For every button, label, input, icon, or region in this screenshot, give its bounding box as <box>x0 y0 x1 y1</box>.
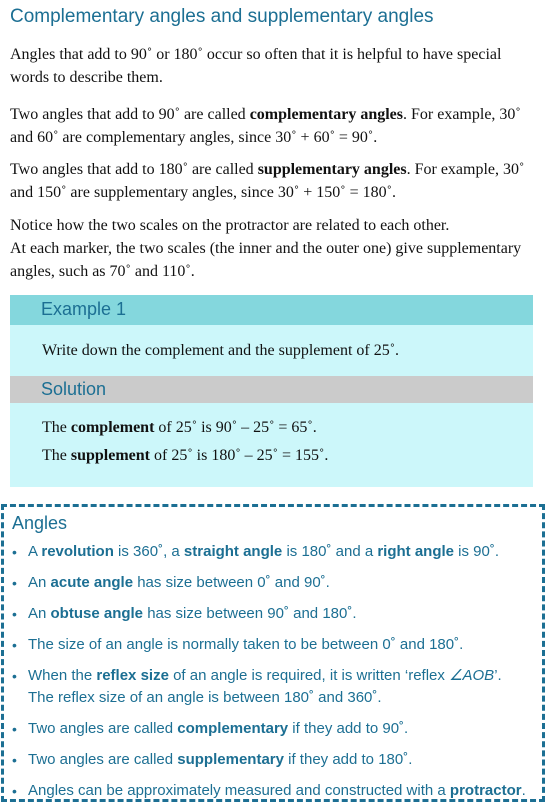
summary-title: Angles <box>12 513 68 533</box>
example-title: Example 1 <box>41 299 127 319</box>
section-heading: Complementary angles and supplementary angles <box>10 6 434 27</box>
intro-paragraph: Angles that add to 90˚ or 180˚ occur so often that it is helpful to have special words to describe them. <box>10 46 502 86</box>
bullet-icon: • <box>12 575 17 591</box>
summary-item-text: When the reflex size of an angle is required, it is written ‘reflex ∠AOB’. The reflex size of an angle is between 180˚ and 360˚. <box>28 667 502 706</box>
summary-item <box>4 718 539 740</box>
example-question: Write down the complement and the supplement of 25˚. <box>42 342 400 359</box>
summary-item <box>4 780 539 802</box>
summary-list <box>4 541 539 811</box>
solution-line-complement: The complement of 25˚ is 90˚ – 25˚ = 65˚. <box>42 419 317 436</box>
solution-title: Solution <box>41 379 107 399</box>
summary-item <box>4 749 539 771</box>
complementary-paragraph: Two angles that add to 90˚ are called complementary angles. For example, 30˚ and 60˚ are complementary angles, since 30˚ + 60˚ = 90˚. <box>10 106 521 146</box>
supplementary-paragraph: Two angles that add to 180˚ are called supplementary angles. For example, 30˚ and 150˚ are supplementary angles, since 30˚ + 150˚ = 180˚. <box>10 161 525 201</box>
bullet-icon: • <box>12 721 17 737</box>
bullet-icon: • <box>12 637 17 653</box>
protractor-paragraph: Notice how the two scales on the protractor are related to each other. At each marker, the two scales (the inner and the outer one) give supplementary angles, such as 70˚ and 110˚. <box>10 217 522 280</box>
summary-item-text: An obtuse angle has size between 90˚ and 180˚. <box>28 605 357 622</box>
solution-line-supplement: The supplement of 25˚ is 180˚ – 25˚ = 155˚. <box>42 447 329 464</box>
bullet-icon: • <box>12 668 17 684</box>
bullet-icon: • <box>12 544 17 560</box>
bullet-icon: • <box>12 783 17 799</box>
summary-item-text: Two angles are called complementary if they add to 90˚. <box>28 720 409 737</box>
summary-item <box>4 634 539 656</box>
summary-item <box>4 541 539 563</box>
summary-item <box>4 572 539 594</box>
summary-item-text: The size of an angle is normally taken to be between 0˚ and 180˚. <box>28 636 464 653</box>
summary-item <box>4 665 539 709</box>
example-box <box>10 295 533 487</box>
summary-item <box>4 603 539 625</box>
summary-item-text: Angles can be approximately measured and constructed with a protractor. <box>28 782 526 799</box>
summary-item-text: An acute angle has size between 0˚ and 90˚. <box>28 574 330 591</box>
bullet-icon: • <box>12 752 17 768</box>
example-header <box>10 295 533 325</box>
summary-item-text: Two angles are called supplementary if they add to 180˚. <box>28 751 413 768</box>
summary-box <box>1 504 545 802</box>
solution-header <box>10 376 533 403</box>
summary-item-text: A revolution is 360˚, a straight angle is 180˚ and a right angle is 90˚. <box>28 543 500 560</box>
bullet-icon: • <box>12 606 17 622</box>
